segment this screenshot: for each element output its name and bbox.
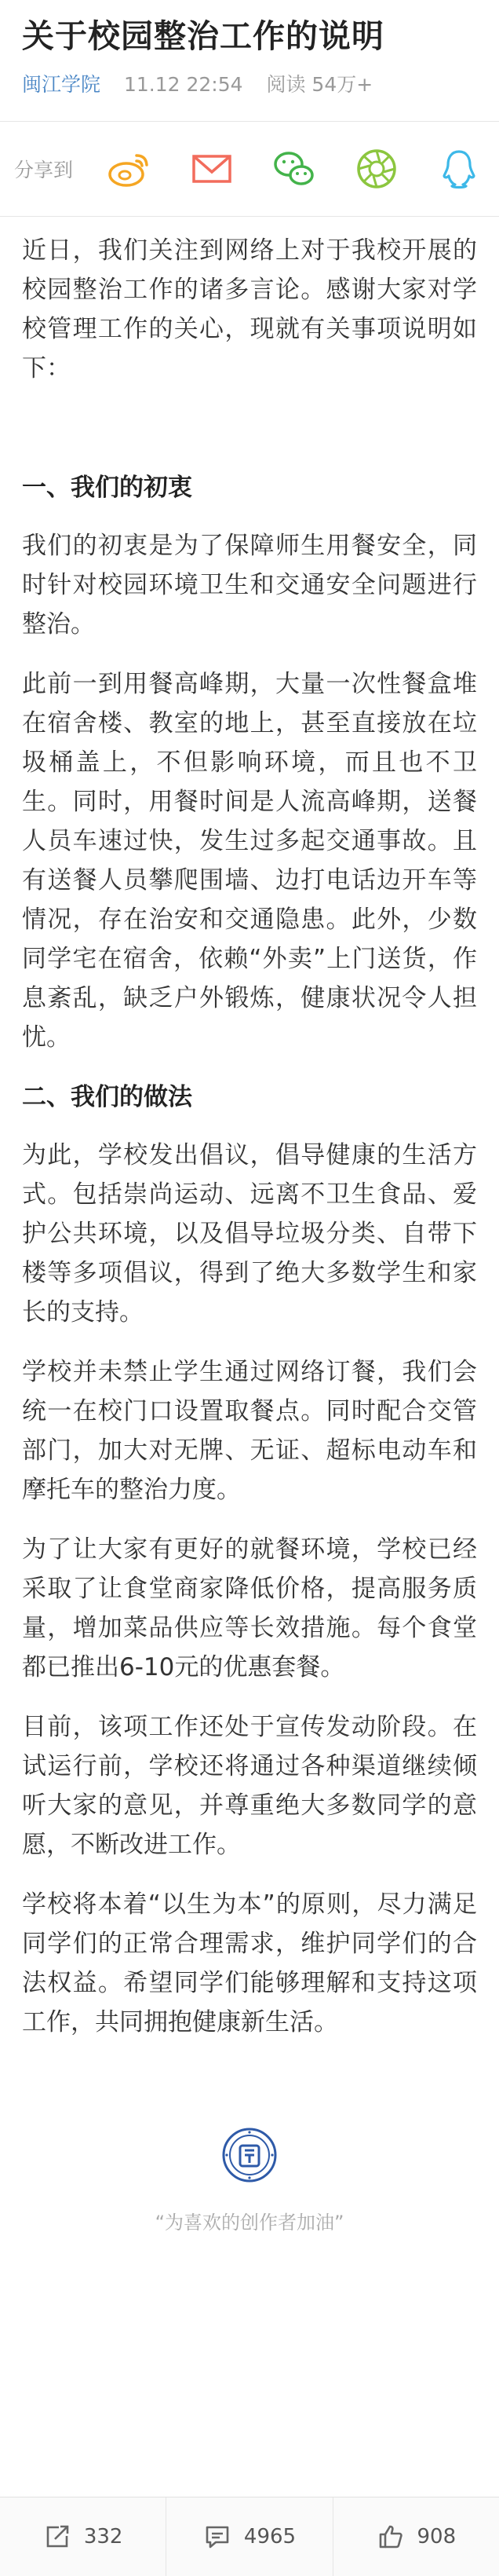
comment-count: 4965 [243, 2525, 297, 2549]
qq-icon[interactable] [436, 146, 482, 192]
mail-icon[interactable] [189, 146, 235, 192]
reward-area [22, 2127, 477, 2234]
repost-icon [43, 2523, 71, 2551]
repost-count: 332 [83, 2525, 123, 2549]
repost-button[interactable] [0, 2497, 166, 2576]
like-count: 908 [417, 2525, 457, 2549]
comment-button[interactable] [166, 2497, 333, 2576]
paragraph: 此前一到用餐高峰期，大量一次性餐盒堆在宿舍楼、教室的地上，甚至直接放在垃圾桶盖上，不但影响环境，而且也不卫生。同时，用餐时间是人流高峰期，送餐人员车速过快，发生过多起交通事故。且有送餐人员攀爬围墙、边打电话边开车等情况，存在治安和交通隐患。此外，少数同学宅在宿舍，依赖“外卖”上门送货，作息紊乱，缺乏户外锻炼，健康状况令人担忧。 [22, 670, 477, 1052]
article-body [0, 217, 499, 2234]
paragraph: 为了让大家有更好的就餐环境，学校已经采取了让食堂商家降低价格，提高服务质量，增加菜品供应等长效措施。每个食堂都已推出6-10元的优惠套餐。 [22, 1535, 477, 1681]
wechat-icon[interactable] [271, 146, 317, 192]
university-seal-icon[interactable] [221, 2127, 278, 2183]
section-heading: 二、我们的做法 [22, 1083, 192, 1111]
share-icons [107, 146, 482, 192]
publish-time: 11.12 22:54 [123, 73, 243, 96]
bottom-action-bar [0, 2497, 499, 2576]
thumbs-up-icon [377, 2523, 405, 2551]
section-heading: 一、我们的初衷 [22, 474, 192, 502]
paragraph: 目前，该项工作还处于宣传发动阶段。在试运行前，学校还将通过各种渠道继续倾听大家的意见，并尊重绝大多数同学的意愿，不断改进工作。 [22, 1713, 477, 1859]
intro-paragraph: 近日，我们关注到网络上对于我校开展的校园整治工作的诸多言论。感谢大家对学校管理工作的关心，现就有关事项说明如下： [22, 236, 477, 382]
view-count: 阅读 54万+ [266, 73, 373, 96]
paragraph: 学校将本着“以生为本”的原则，尽力满足同学们的正常合理需求，维护同学们的合法权益。希望同学们能够理解和支持这项工作，共同拥抱健康新生活。 [22, 1890, 477, 2036]
paragraph: 学校并未禁止学生通过网络订餐，我们会统一在校门口设置取餐点。同时配合交管部门，加大对无牌、无证、超标电动车和摩托车的整治力度。 [22, 1358, 477, 1504]
paragraph: 为此，学校发出倡议，倡导健康的生活方式。包括崇尚运动、远离不卫生食品、爱护公共环境，以及倡导垃圾分类、自带下楼等多项倡议，得到了绝大多数学生和家长的支持。 [22, 1141, 477, 1326]
article-meta [22, 69, 477, 97]
blank-line [22, 408, 477, 448]
reward-slogan: “为喜欢的创作者加油” [155, 2212, 344, 2234]
like-button[interactable] [333, 2497, 499, 2576]
weibo-icon[interactable] [107, 146, 152, 192]
source-link[interactable]: 闽江学院 [22, 73, 101, 96]
article-title: 关于校园整治工作的说明 [22, 17, 384, 55]
moments-icon[interactable] [354, 146, 399, 192]
share-bar [0, 122, 499, 217]
paragraph: 我们的初衷是为了保障师生用餐安全，同时针对校园环境卫生和交通安全问题进行整治。 [22, 532, 477, 639]
article-header [0, 0, 499, 97]
share-label: 分享到 [14, 159, 74, 181]
comment-icon [203, 2523, 231, 2551]
